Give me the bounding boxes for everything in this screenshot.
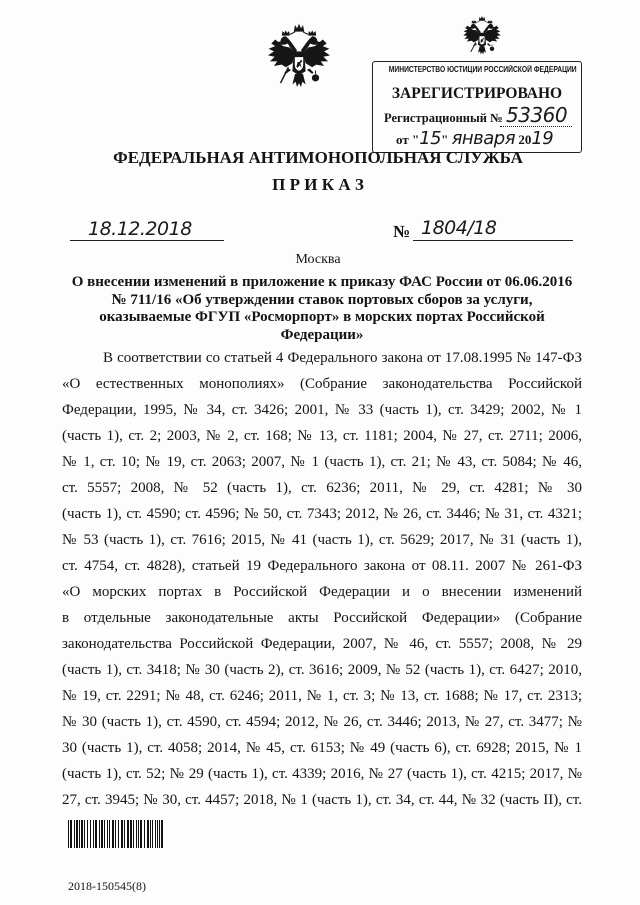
order-title <box>62 274 582 344</box>
barcode-bar <box>130 820 132 848</box>
barcode-bar <box>155 820 156 848</box>
stamp-date-prefix: от " <box>396 132 420 147</box>
document-code: 2018-150545(8) <box>68 879 146 893</box>
stamp-status: ЗАРЕГИСТРИРОВАНО <box>391 85 563 102</box>
body-line: «О естественных монополиях» (Собрание законодательства Российской <box>62 376 582 392</box>
order-number-label: № <box>393 222 411 241</box>
barcode-bar <box>124 820 125 848</box>
barcode-bar <box>115 820 116 848</box>
stamp-reg-underline <box>500 126 572 127</box>
barcode-bar <box>95 820 97 848</box>
stamp-year-prefix: 20 <box>518 132 532 147</box>
stamp-date-day: 15 <box>419 128 442 149</box>
barcode-bar <box>150 820 151 848</box>
barcode-bar <box>70 820 72 848</box>
barcode-bar <box>109 820 110 848</box>
title-line: оказываемые ФГУП «Росморпорт» в морских портах Российской <box>99 309 545 325</box>
barcode-bar <box>157 820 158 848</box>
title-line: № 711/16 «Об утверждении ставок портовых сборов за услуги, <box>111 291 533 308</box>
stamp-emblem-icon <box>457 16 507 60</box>
barcode-bar <box>161 820 163 848</box>
body-line: (часть 1), ст. 52; № 29 (часть 1), ст. 4339; 2016, № 27 (часть 1), ст. 4215; 2017, № <box>62 766 582 782</box>
body-line: № 19, ст. 2291; № 48, ст. 6246; 2011, № 1, ст. 3; № 13, ст. 1688; № 17, ст. 2313; <box>62 688 582 704</box>
stamp-reg-label: Регистрационный № <box>384 111 503 125</box>
order-date-underline <box>70 240 224 241</box>
barcode-bar <box>140 820 142 848</box>
barcode-bar <box>84 820 85 848</box>
coat-of-arms-icon <box>266 20 332 100</box>
stamp-date-day-close: " <box>441 132 449 147</box>
barcode-bar <box>79 820 80 848</box>
barcode-bar <box>127 820 129 848</box>
body-line: 30 (часть 1), ст. 4058; 2014, № 45, ст. 6153; № 49 (часть 6), ст. 6928; 2015, № 1 <box>62 740 582 756</box>
title-line: О внесении изменений в приложение к приказу ФАС России от 06.06.2016 <box>71 274 573 290</box>
barcode-bar <box>99 820 100 848</box>
body-line: «О морских портах в Российской Федерации и о внесении изменений <box>62 584 582 600</box>
stamp-reg-number: 53360 <box>506 103 568 127</box>
body-line: 27, ст. 3945; № 30, ст. 4457; 2018, № 1 (часть 1), ст. 34, ст. 44, № 32 (часть II), ст. <box>62 792 582 808</box>
body-line: В соответствии со статьей 4 Федерального закона от 17.08.1995 № 147-ФЗ <box>103 350 582 366</box>
body-line: Федерации, 1995, № 34, ст. 3426; 2001, № 33 (часть 1), ст. 3429; 2002, № 1 <box>62 402 582 418</box>
barcode-bar <box>93 820 94 848</box>
body-line: законодательства Российской Федерации, 2007, № 46, ст. 5557; 2008, № 29 <box>62 636 582 652</box>
body-line: ст. 5557; 2008, № 52 (часть 1), ст. 6236; 2011, № 29, ст. 4281; № 30 <box>62 480 582 496</box>
body-line: в отдельные законодательные акты Российской Федерации» (Собрание <box>62 610 582 626</box>
order-date: 18.12.2018 <box>88 218 192 240</box>
barcode-bar <box>133 820 134 848</box>
city: Москва <box>295 252 341 267</box>
body-line: № 1, ст. 10; № 19, ст. 2063; 2007, № 1 (часть 1), ст. 21; № 43, ст. 5084; № 46, <box>62 454 582 470</box>
body-line: (часть 1), ст. 4590; ст. 4596; № 50, ст. 7343; 2012, № 26, ст. 3446; № 31, ст. 4321; <box>62 506 582 522</box>
barcode-bar <box>87 820 88 848</box>
order-number: 1804/18 <box>421 217 497 239</box>
order-number-underline <box>413 240 573 241</box>
barcode-bar <box>76 820 78 848</box>
barcode-bar <box>121 820 123 848</box>
barcode-bar <box>112 820 114 848</box>
barcode-bar <box>101 820 103 848</box>
barcode-bar <box>138 820 139 848</box>
body-line: (часть 1), ст. 2; 2003, № 2, ст. 168; № 13, ст. 1181; 2004, № 27, ст. 2711; 2006, <box>62 428 582 444</box>
barcode-bar <box>152 820 153 848</box>
barcode-bar <box>147 820 149 848</box>
barcode-icon <box>68 820 166 848</box>
barcode-bar <box>81 820 83 848</box>
body-paragraph <box>62 345 582 813</box>
body-line: ст. 4754, ст. 4828), статьей 19 Федерального закона от 08.11. 2007 № 261-ФЗ <box>62 558 582 574</box>
barcode-bar <box>118 820 119 848</box>
body-line: (часть 1), ст. 3418; № 30 (часть 2), ст. 3616; 2009, № 52 (часть 1), ст. 6427; 2010, <box>62 662 582 678</box>
barcode-bar <box>159 820 160 848</box>
agency-name: ФЕДЕРАЛЬНАЯ АНТИМОНОПОЛЬНАЯ СЛУЖБА <box>113 148 523 167</box>
title-line: Федерации» <box>280 326 364 343</box>
stamp-date-month: января <box>451 128 516 149</box>
stamp-year-suffix: 19 <box>531 128 554 149</box>
barcode-bar <box>104 820 105 848</box>
document-type: П Р И К А З <box>272 175 364 194</box>
body-line: № 53 (часть 1), ст. 7616; 2015, № 41 (часть 1), ст. 5629; 2017, № 31 (часть 1), <box>62 532 582 548</box>
barcode-bar <box>136 820 137 848</box>
barcode-bar <box>74 820 75 848</box>
stamp-ministry: МИНИСТЕРСТВО ЮСТИЦИИ РОССИЙСКОЙ ФЕДЕРАЦИИ <box>388 65 577 74</box>
body-line: № 30 (часть 1), ст. 4590, ст. 4594; 2012, № 26, ст. 3446; 2013, № 27, ст. 3477; № <box>62 714 582 730</box>
stamp-date <box>396 128 553 149</box>
barcode-bar <box>107 820 108 848</box>
barcode-bar <box>144 820 145 848</box>
barcode-bar <box>68 820 69 848</box>
barcode-bar <box>90 820 91 848</box>
